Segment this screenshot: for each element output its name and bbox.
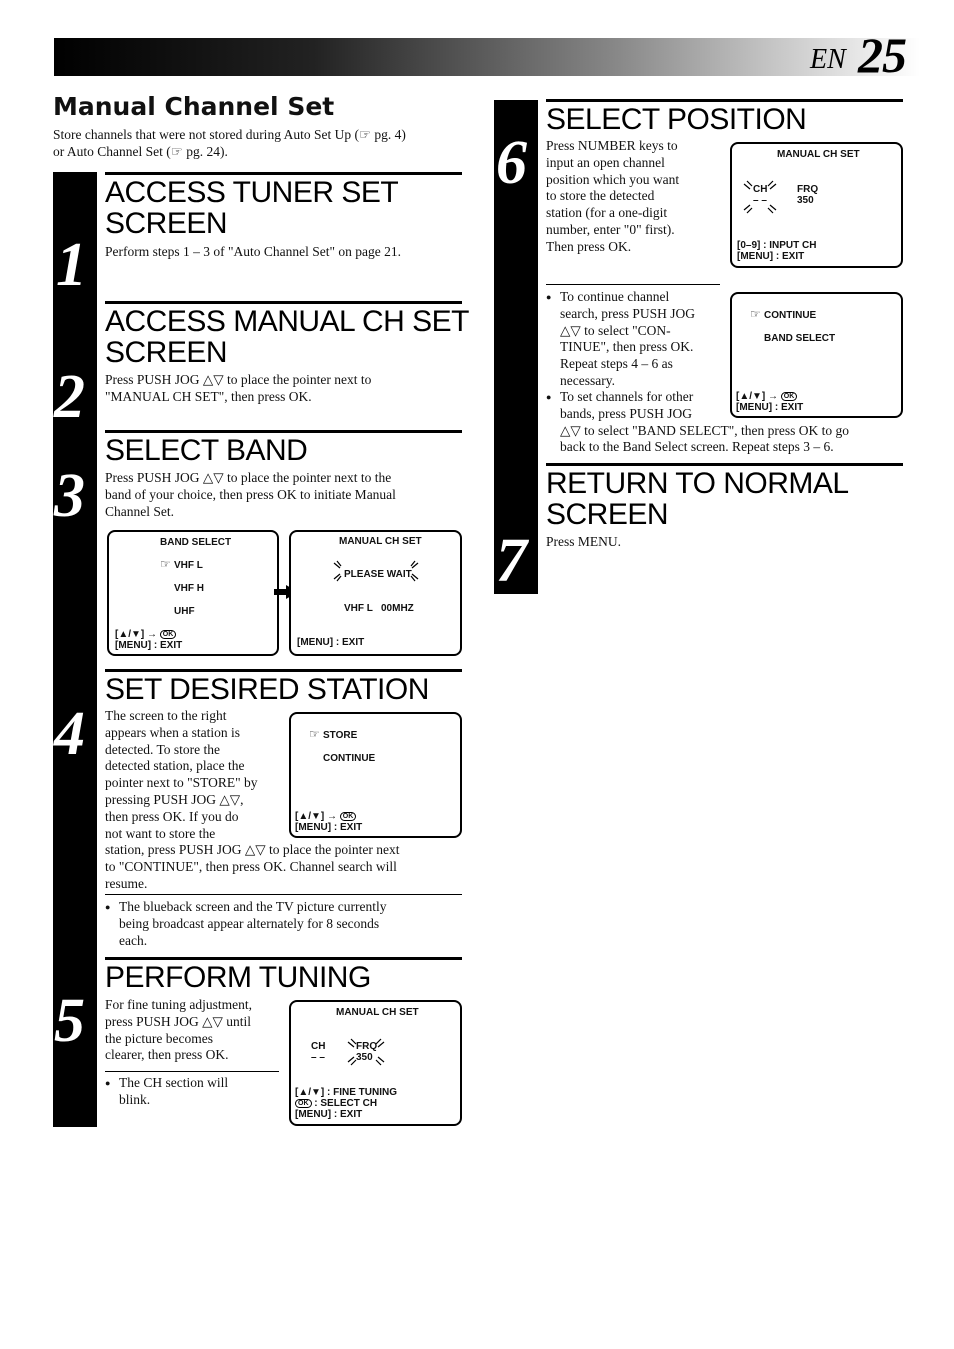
header-gradient-bar [54,38,920,76]
step-1-heading: ACCESS TUNER SET SCREEN [105,176,399,240]
pointer-icon: ☞ [750,307,761,321]
pointer-icon: ☞ [160,557,171,571]
band-option-uhf: UHF [174,606,195,617]
step-6-note-1: ● To continue channel search, press PUSH JOG △▽ to select "CON- TINUE", then press OK. Repeat steps 4 – 6 as necessary. [560,289,730,390]
language-label: EN [810,44,846,75]
step-4-note-rule [105,894,462,895]
step-number-4: 4 [54,700,85,768]
step-4-note: ● The blueback screen and the TV picture currently being broadcast appear alternately for 8 seconds each. [119,899,464,949]
please-wait-title: MANUAL CH SET [339,536,422,547]
tuning-frq-value: 350 [356,1052,373,1063]
fine-tuning-screen [289,1000,462,1126]
pointer-icon: ☞ [309,727,320,741]
step-6-text: Press NUMBER keys to input an open channel position which you want to store the detected station (for a one-digit number, enter "0" first). Then press OK. [546,138,680,254]
please-wait-screen [289,530,462,656]
section-intro: Store channels that were not stored during Auto Set Up (☞ pg. 4) or Auto Channel Set (☞ pg. 24). [53,127,406,159]
step-7-rule [546,463,903,466]
step-5-note-rule [105,1071,279,1072]
section-title: Manual Channel Set [53,92,335,121]
continue-screen [730,292,903,418]
step-number-5: 5 [54,987,85,1055]
step-1-text: Perform steps 1 – 3 of "Auto Channel Set" on page 21. [105,244,401,259]
step-4-rule [105,669,462,672]
please-wait-freq: 00MHZ [381,603,414,614]
step-number-1: 1 [56,231,87,299]
step-2-heading: ACCESS MANUAL CH SET SCREEN [105,305,469,369]
band-option-vhf-l: VHF L [174,560,203,571]
please-wait-band: VHF L [344,603,373,614]
step-7-heading: RETURN TO NORMAL SCREEN [546,467,849,531]
step-6-note-2: ● To set channels for other bands, press PUSH JOG △▽ to select "BAND SELECT", then press OK to go back to the Band Select screen. Repeat steps 3 – 6. [560,389,900,456]
band-select-hint-2: [MENU] : EXIT [115,640,183,651]
step-number-3: 3 [54,462,85,530]
step-1-rule [105,172,462,175]
continue-option: CONTINUE [323,753,376,764]
continue-hint-2: [MENU] : EXIT [736,402,804,413]
continue-hint-1: [▲/▼] → OK [736,391,797,402]
position-hint-2: [MENU] : EXIT [737,251,805,262]
store-hint-2: [MENU] : EXIT [295,822,363,833]
left-step-bar [53,172,97,1127]
step-5-heading: PERFORM TUNING [105,961,371,994]
band-select-screen [107,530,279,656]
input-position-screen [730,142,903,268]
position-title: MANUAL CH SET [777,149,860,160]
position-hint-1: [0–9] : INPUT CH [737,240,817,251]
step-5-rule [105,957,462,960]
tuning-hint-3: [MENU] : EXIT [295,1109,363,1120]
band-select-hint-1: [▲/▼] → OK [115,629,176,640]
tuning-hint-1: [▲/▼] : FINE TUNING [295,1087,398,1098]
tuning-frq-label: FRQ [356,1041,378,1052]
ok-icon: OK [340,812,357,821]
step-4-text: The screen to the right appears when a station is detected. To store the detected station, place the pointer next to "STORE" by pressing PUSH JOG △▽, then press OK. If you do not want to store the [105,708,258,841]
tuning-ch-label: CH [311,1041,326,1052]
step-number-6: 6 [496,129,527,197]
please-wait-message: PLEASE WAIT [344,569,412,580]
step-number-7: 7 [496,527,527,595]
step-4-heading: SET DESIRED STATION [105,673,429,706]
page-number: 25 [858,27,906,83]
band-select-title: BAND SELECT [160,537,232,548]
step-3-rule [105,430,462,433]
position-ch-value: – – [753,195,767,206]
store-hint-1: [▲/▼] → OK [295,811,356,822]
store-option: STORE [323,730,358,741]
position-frq-value: 350 [797,195,814,206]
step-3-text: Press PUSH JOG △▽ to place the pointer next to the band of your choice, then press OK to initiate Manual Channel Set. [105,470,396,519]
step-4-text-cont: station, press PUSH JOG △▽ to place the pointer next to "CONTINUE", then press OK. Channel search will resume. [105,842,400,891]
step-3-heading: SELECT BAND [105,434,308,467]
ok-icon: OK [781,392,798,401]
band-select-option: BAND SELECT [764,333,836,344]
tuning-hint-2: OK : SELECT CH [295,1098,377,1109]
please-wait-hint: [MENU] : EXIT [297,637,365,648]
ok-icon: OK [160,630,177,639]
position-ch-label: CH [753,184,768,195]
step-5-text: For fine tuning adjustment, press PUSH JOG △▽ until the picture becomes clearer, then press OK. [105,997,252,1063]
continue-option: CONTINUE [764,310,817,321]
store-screen [289,712,462,838]
step-7-text: Press MENU. [546,534,622,549]
band-option-vhf-h: VHF H [174,583,204,594]
step-6-rule [546,99,903,102]
ok-icon: OK [295,1099,312,1108]
tuning-title: MANUAL CH SET [336,1007,419,1018]
step-6-heading: SELECT POSITION [546,103,807,136]
position-frq-label: FRQ [797,184,819,195]
step-6-note-rule [546,284,720,285]
step-5-note: ● The CH section will blink. [119,1075,289,1109]
step-2-rule [105,301,462,304]
tuning-ch-value: – – [311,1052,325,1063]
step-2-text: Press PUSH JOG △▽ to place the pointer next to "MANUAL CH SET", then press OK. [105,372,372,404]
step-number-2: 2 [54,363,85,431]
